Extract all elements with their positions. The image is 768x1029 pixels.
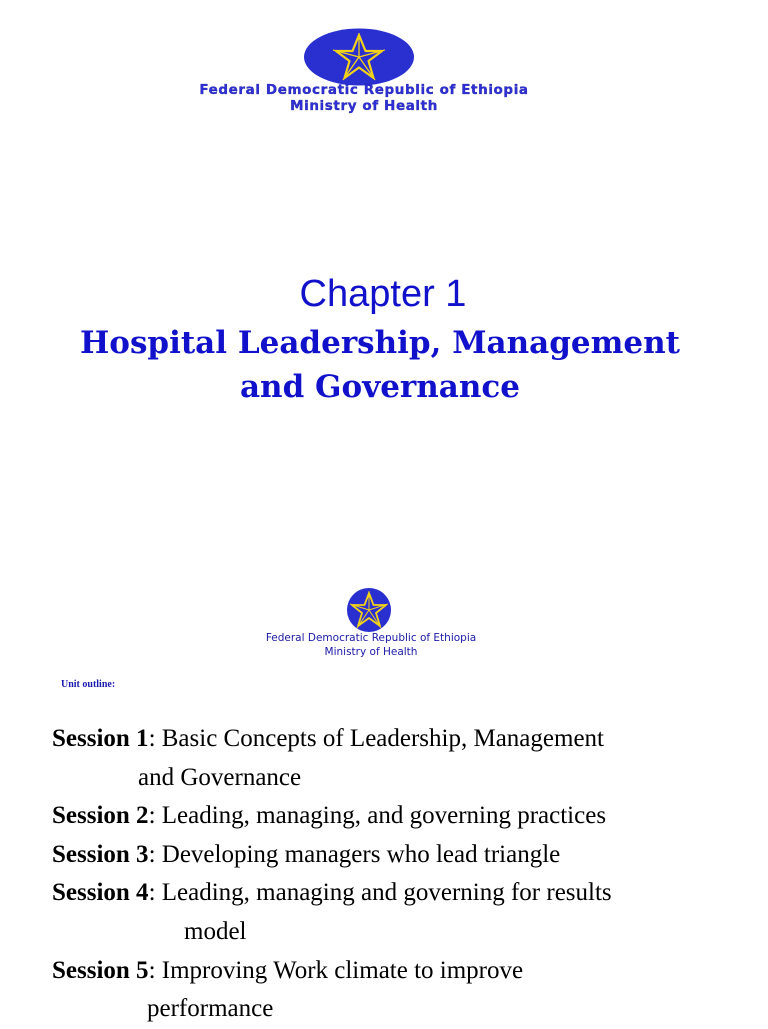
session-label: Session 1 (52, 725, 149, 752)
session-description: : Basic Concepts of Leadership, Management (148, 725, 604, 752)
session-label: Session 3 (52, 840, 149, 868)
header-ministry-name: Ministry of Health (290, 98, 438, 114)
session-3 (52, 836, 752, 875)
session-5 (52, 952, 752, 1029)
chapter-title: Chapter 1 (299, 273, 467, 315)
header-country-name: Federal Democratic Republic of Ethiopia (199, 82, 529, 98)
session-description-cont: model (184, 917, 247, 945)
session-description: : Leading, managing and governing for results (148, 879, 612, 907)
small-header-ministry-name: Ministry of Health (324, 646, 418, 658)
session-label: Session 5 (52, 956, 149, 984)
session-description: : Developing managers who lead triangle (148, 840, 561, 868)
ethiopia-emblem-small-icon (340, 587, 398, 633)
small-header-country-name: Federal Democratic Republic of Ethiopia (265, 632, 477, 644)
session-1 (52, 720, 752, 797)
session-description-cont: and Governance (138, 763, 302, 791)
session-description: : Improving Work climate to improve (148, 956, 524, 984)
unit-outline-label: Unit outline: (61, 679, 116, 690)
session-label: Session 4 (52, 879, 149, 907)
ethiopia-emblem-icon (303, 28, 415, 86)
session-description-cont: performance (147, 995, 274, 1023)
session-list (52, 720, 752, 1029)
session-2 (52, 797, 752, 836)
session-4 (52, 874, 752, 951)
subtitle-line-1: Hospital Leadership, Management (79, 325, 681, 361)
chapter-subtitle (40, 321, 720, 409)
subtitle-line-2: and Governance (239, 369, 521, 405)
session-label: Session 2 (52, 802, 149, 830)
session-description: : Leading, managing, and governing practices (148, 802, 607, 830)
